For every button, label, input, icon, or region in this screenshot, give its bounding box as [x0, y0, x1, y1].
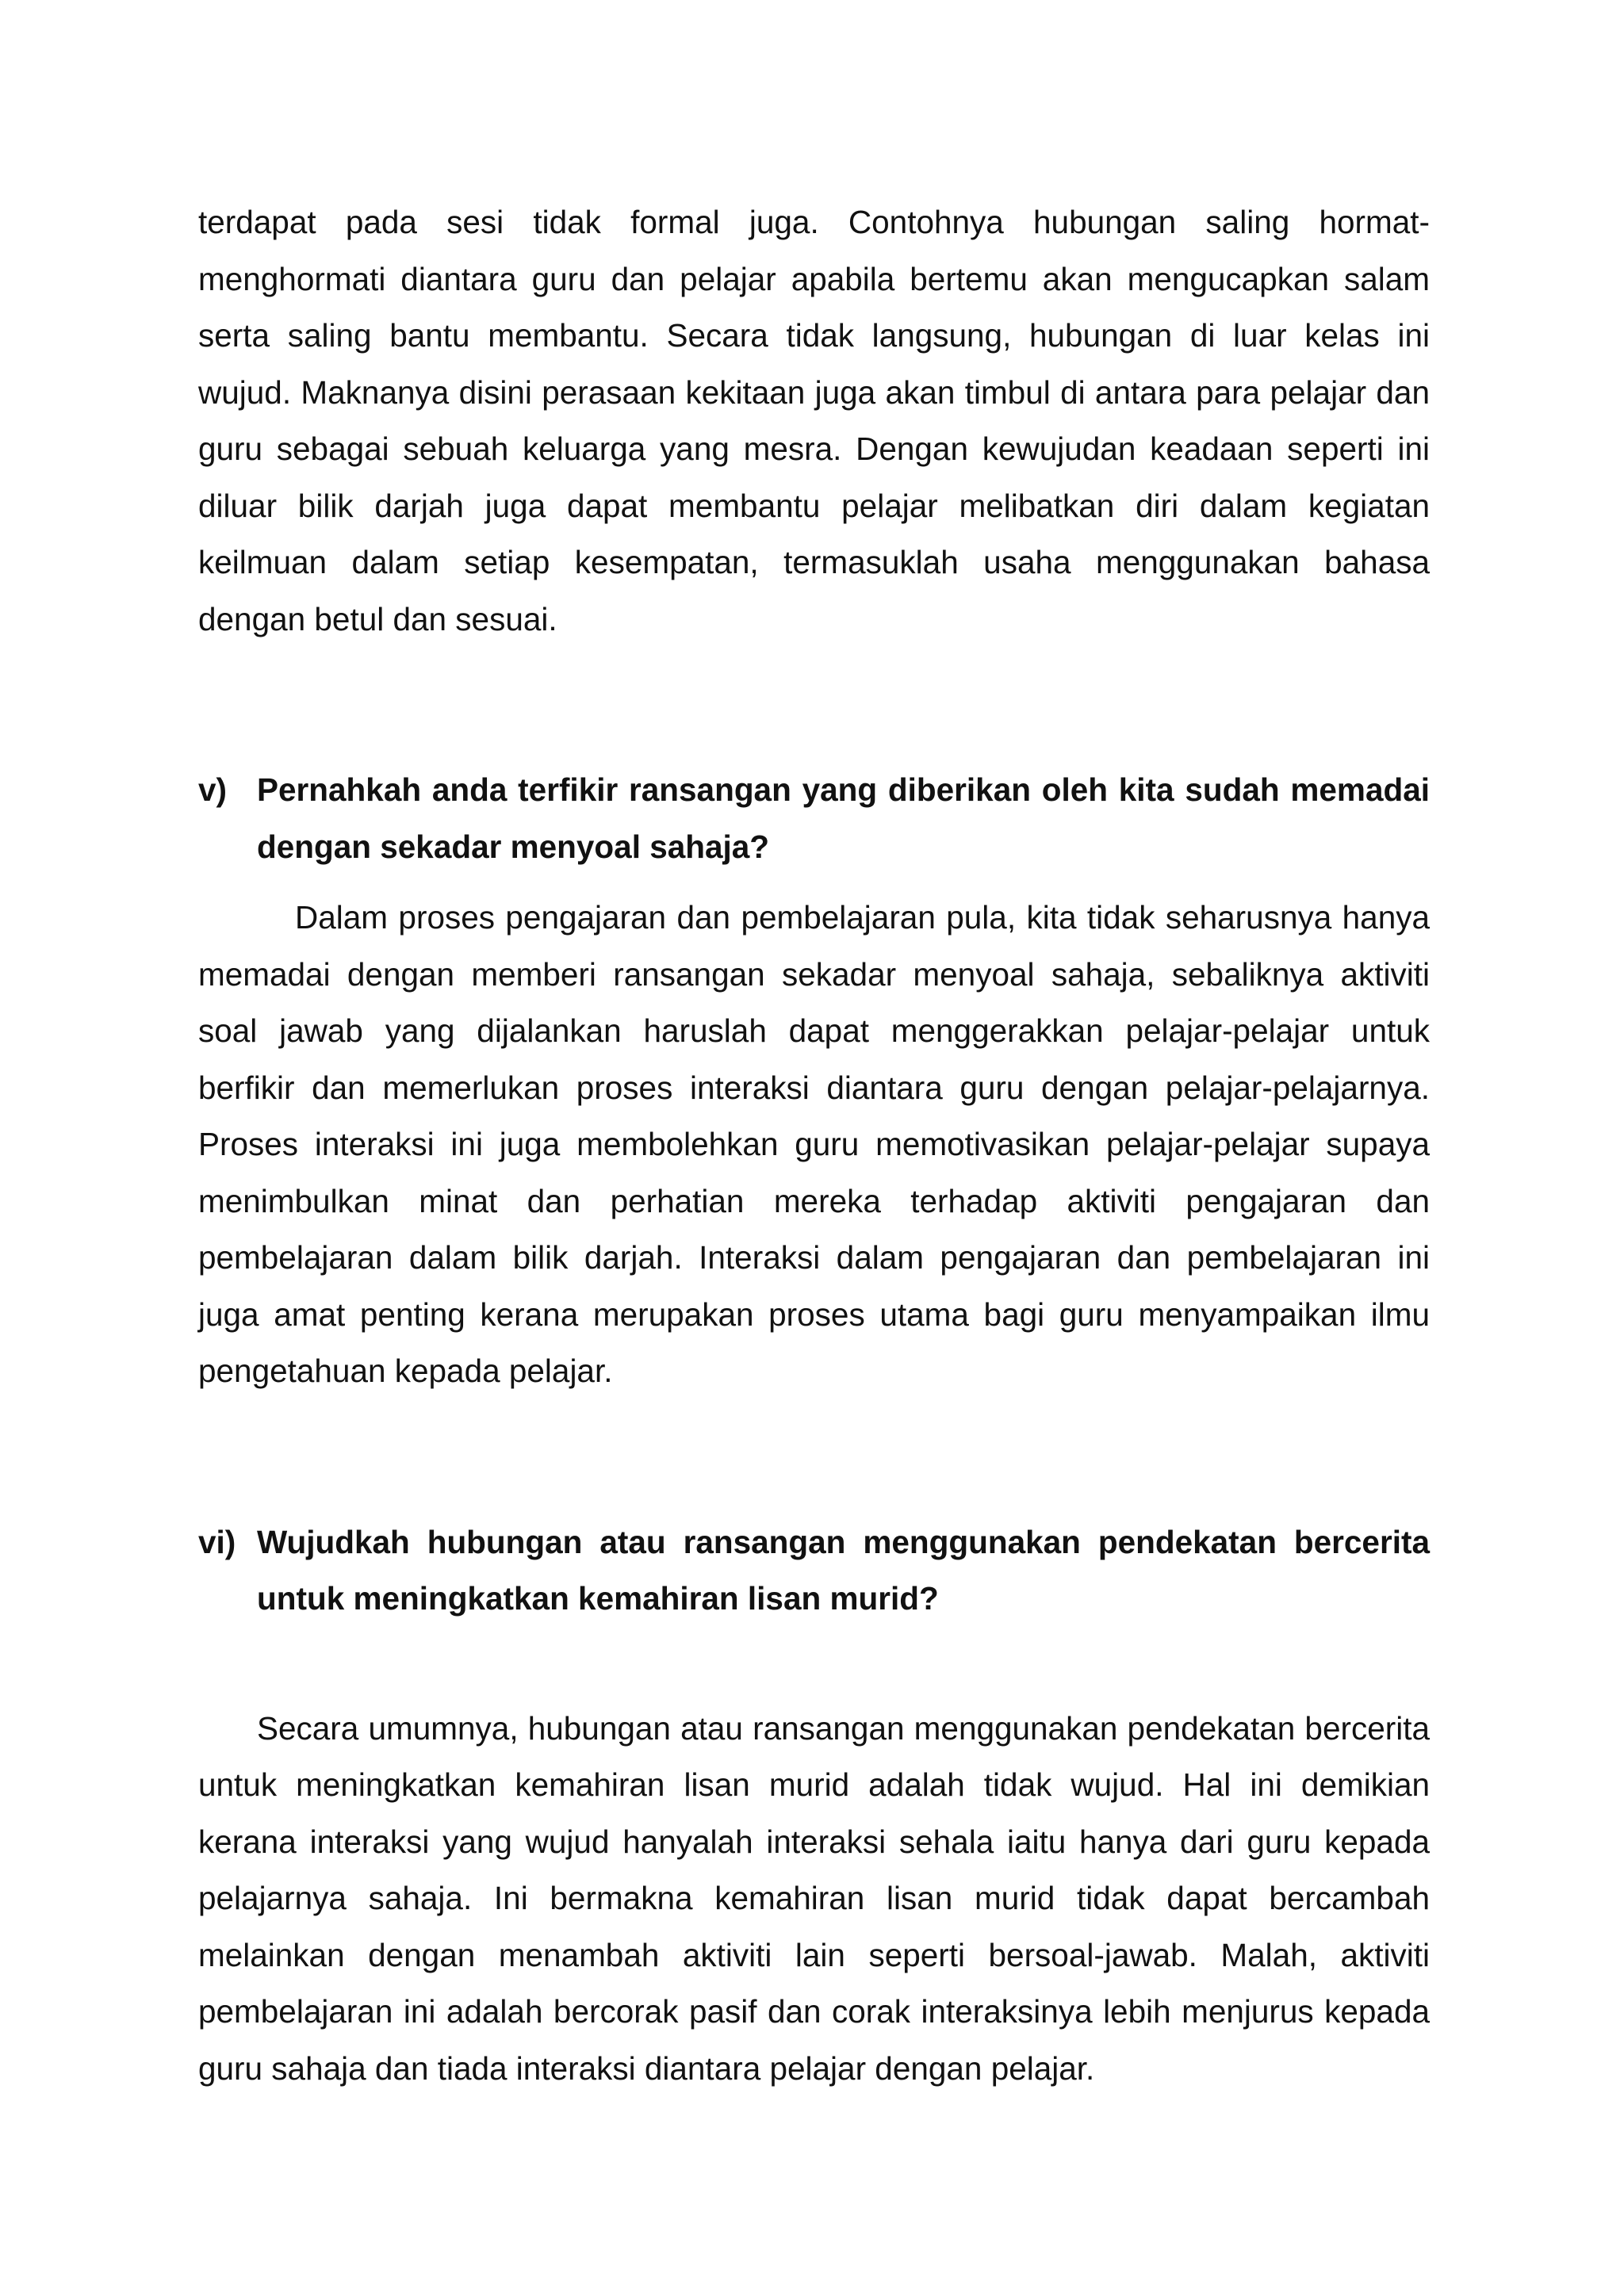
spacer — [198, 1400, 1430, 1514]
section-v-paragraph: Dalam proses pengajaran dan pembelajaran pula, kita tidak seharusnya hanya memadai dengan memberi ransangan sekadar menyoal sahaja, sebaliknya aktiviti soal jawab yang dijalankan haruslah dapat menggerakkan pelajar-pelajar untuk berfikir dan memerlukan proses interaksi diantara guru dengan pelajar-pelajarnya. Proses interaksi ini juga membolehkan guru memotivasikan pelajar-pelajar supaya menimbulkan minat dan perhatian mereka terhadap aktiviti pengajaran dan pembelajaran dalam bilik darjah. Interaksi dalam pengajaran dan pembelajaran ini juga amat penting kerana merupakan proses utama bagi guru menyampaikan ilmu pengetahuan kepada pelajar. — [198, 899, 1430, 1389]
section-vi-number: vi) — [198, 1523, 236, 1560]
intro-paragraph: terdapat pada sesi tidak formal juga. Contohnya hubungan saling hormat-menghormati diantara guru dan pelajar apabila bertemu akan mengucapkan salam serta saling bantu membantu. Secara tidak langsung, hubungan di luar kelas ini wujud. Maknanya disini perasaan kekitaan juga akan timbul di antara para pelajar dan guru sebagai sebuah keluarga yang mesra. Dengan kewujudan keadaan seperti ini diluar bilik darjah juga dapat membantu pelajar melibatkan diri dalam kegiatan keilmuan dalam setiap kesempatan, termasuklah usaha menggunakan bahasa dengan betul dan sesuai. — [198, 204, 1430, 637]
section-vi-heading-text: Wujudkah hubungan atau ransangan menggunakan pendekatan bercerita untuk meningkatkan kemahiran lisan murid? — [257, 1523, 1430, 1617]
section-v-heading — [198, 762, 1430, 875]
document-page — [198, 194, 1430, 2097]
spacer — [198, 875, 1430, 890]
section-v-number: v) — [198, 771, 228, 808]
spacer — [198, 648, 1430, 762]
spacer — [198, 1628, 1430, 1701]
section-vi-heading — [198, 1514, 1430, 1628]
section-v-heading-text: Pernahkah anda terfikir ransangan yang diberikan oleh kita sudah memadai dengan sekadar menyoal sahaja? — [257, 771, 1430, 865]
section-vi-paragraph: Secara umumnya, hubungan atau ransangan menggunakan pendekatan bercerita untuk meningkatkan kemahiran lisan murid adalah tidak wujud. Hal ini demikian kerana interaksi yang wujud hanyalah interaksi sehala iaitu hanya dari guru kepada pelajarnya sahaja. Ini bermakna kemahiran lisan murid tidak dapat bercambah melainkan dengan menambah aktiviti lain seperti bersoal-jawab. Malah, aktiviti pembelajaran ini adalah bercorak pasif dan corak interaksinya lebih menjurus kepada guru sahaja dan tiada interaksi diantara pelajar dengan pelajar. — [198, 1709, 1430, 2087]
